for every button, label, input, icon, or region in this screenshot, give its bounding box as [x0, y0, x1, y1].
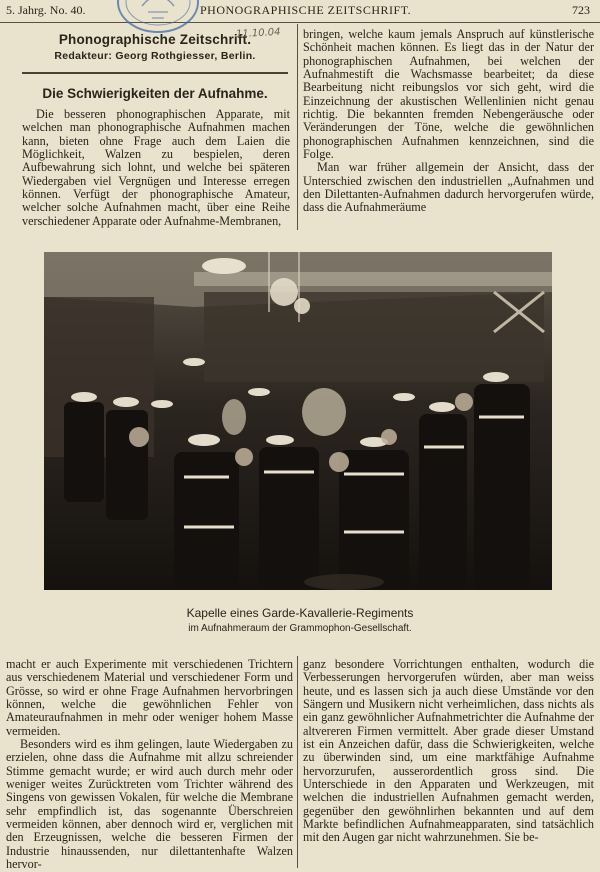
paragraph: Man war früher allgemein der Ansicht, dass der Unterschied zwischen den industriellen „Aufnahmen und den Dilettanten-Aufnahmen dadurch hervorgerufen würde, dass die Aufnahmeräume [303, 160, 594, 215]
paragraph: bringen, welche kaum jemals Anspruch auf künstlerische Schönheit machen können. Es liegt das in der Natur der phonographischen Aufnahmen, bei welchen der Aufnahmestift die Wachsmasse bearbeitet; da diese Bearbeitung nicht reibungslos vor sich geht, wird die Einzeichnung der akustischen Wellenlinien nicht genau richtig. Die bekannten fremden Nebengeräusche oder Veränderungen der Töne, welche die gewöhnlichen phonographischen Aufnahmen kennzeichnen, sind die Folge. [303, 27, 594, 162]
masthead-editor: Redakteur: Georg Rothgiesser, Berlin. [54, 50, 256, 62]
masthead [22, 24, 288, 74]
photo-caption: Kapelle eines Garde-Kavallerie-Regiments [186, 606, 414, 620]
column-bottom-right [303, 658, 594, 845]
handwritten-date: 11.10.04 [235, 26, 281, 41]
column-top-left [22, 108, 290, 228]
paragraph: macht er auch Experimente mit verschiedenen Trichtern aus verschiedenem Material und verschiedener Form und Grösse, so wird er ohne Frage Aufnahmen hervorbringen können, welche die gewöhnlichen Fehler von Amateuraufnahmen in mehr oder weniger hohem Masse vermeiden. [6, 657, 293, 738]
paragraph: ganz besondere Vorrichtungen enthalten, wodurch die Verbesserungen hervorgerufen würden, aber man weiss heute, und es lassen sich ja auch diese Umstände vor den Sängern und Musikern nicht verheimlichen, dass nichts als ein ganz gewöhnlicher Aufnahmetrichter die Aufnahme der altvereren Firmen vermittelt. Aber grade dieser Umstand ist ein Anzeichen dafür, dass die Schwierigkeiten, welche zu überwinden sind, um eine marktfähige Aufnahme hervorzurufen, ausserordentlich gross sind. Die Unterschiede in den Apparaten und Werkzeugen, mit welchen die industriellen Aufnahmen gemacht werden, gegenüber den gewöhnlirhen bekannten und auf dem Markte befindlichen Aufnahmeapparaten, sind tatsächlich mit den Augen gar nicht wahrzunehmen. Sie be- [303, 657, 594, 845]
article-title: Die Schwierigkeiten der Aufnahme. [42, 86, 268, 101]
issue-number: 5. Jahrg. No. 40. [6, 3, 86, 17]
paragraph: Besonders wird es ihm gelingen, laute Wiedergaben zu erzielen, ohne dass die Aufnahme mit allzu schreiender Stimme gemacht wurde; er wird auch durch mehr oder weniger weites Zurücktreten vom Trichter während des Singens von gewissen Vokalen, für welche die Membrane sehr empfindlich ist, das sogenannte Überschreien vermeiden können, aber dennoch wird er, verglichen mit den Erzeugnissen, welche die besseren Firmen der Industrie hinaussenden, nur dilettantenhafte Walzen hervor- [6, 737, 293, 872]
paragraph: Die besseren phonographischen Apparate, mit welchen man phonographische Aufnahmen machen kann, bieten ohne Frage auch dem Laien die Möglichkeit, Walzen zu bespielen, deren Aufbewahrung sich lohnt, und welche bei späteren Wiedergaben viel Vergnügen und Interesse erregen können. Verfügt der phonographische Amateur, welcher solche Aufnahmen macht, über eine Reihe verschiedener Apparate oder Aufnahme-Membranen, [22, 107, 290, 228]
column-rule [297, 24, 298, 230]
running-head [0, 0, 600, 23]
column-bottom-left [6, 658, 293, 872]
band-photograph [44, 252, 552, 590]
journal-name: PHONOGRAPHISCHE ZEITSCHRIFT. [200, 3, 412, 17]
column-rule [297, 656, 298, 868]
masthead-title: Phonographische Zeitschrift. [58, 32, 252, 47]
column-top-right [303, 28, 594, 215]
page-number: 723 [572, 3, 590, 17]
photo-subcaption: im Aufnahmeraum der Grammophon-Gesellschaft. [188, 623, 412, 634]
